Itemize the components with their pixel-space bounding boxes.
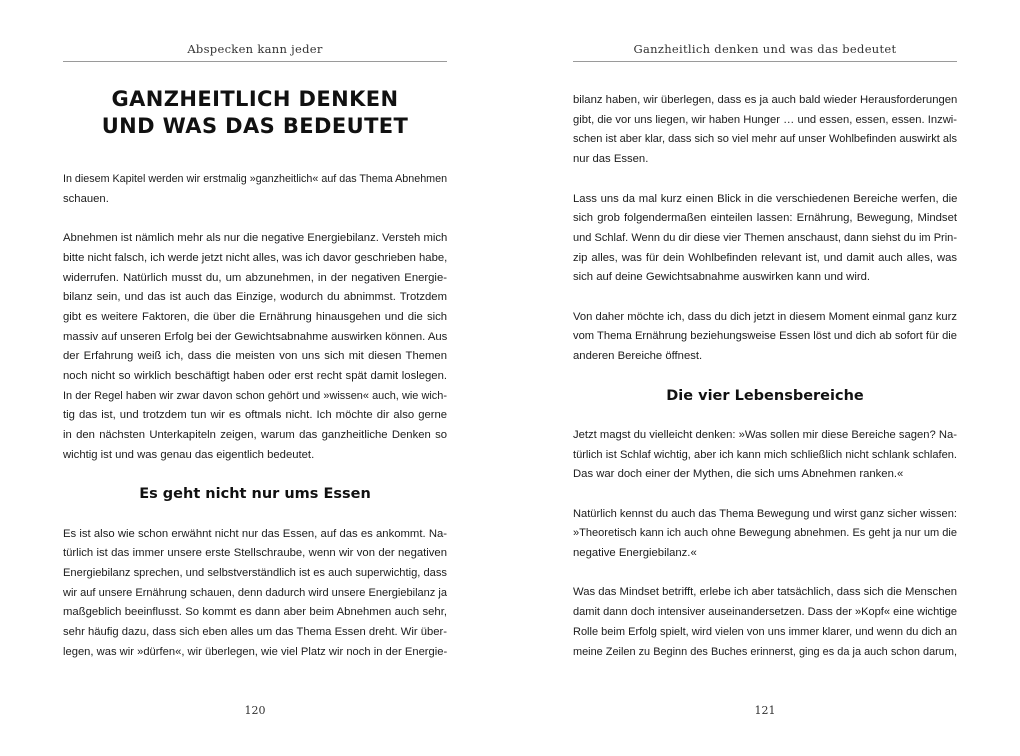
- text-line: maßgeblich beeinflusst. So kommt es dann aber beim Abnehmen auch sehr,: [63, 606, 447, 619]
- chapter-title-line: UND WAS DAS BEDEUTET: [101, 114, 409, 138]
- text-line: Energiebilanz sprechen, und selbstverständlich ist es auch superwichtig, dass: [63, 567, 447, 580]
- text-line: damit dann doch intensiver auseinandersetzen. Dass der »Kopf« eine wichtige: [573, 606, 957, 619]
- chapter-title-line: GANZHEITLICH DENKEN: [111, 87, 399, 111]
- text-line: bitte nicht falsch, ich werde jetzt nicht alles, was ich davor geschrieben habe,: [63, 251, 448, 264]
- text-line: türlich ist das immer unsere erste Stellschraube, wenn wir von der negativen: [63, 547, 447, 560]
- text-line: In diesem Kapitel werden wir erstmalig »ganzheitlich« auf das Thema Abnehmen: [63, 173, 448, 185]
- text-line: Es ist also wie schon erwähnt nicht nur das Essen, auf das es ankommt. Na-: [63, 527, 448, 540]
- text-line: bilanz haben, wir überlegen, dass es ja auch bald wieder Herausforderungen: [573, 94, 958, 106]
- paragraph: [573, 426, 957, 485]
- text-line: wichtig ist und was genau das eigentlich bedeutet.: [63, 448, 315, 461]
- right-page: [573, 0, 957, 756]
- text-line: tig das ist, und trotzdem tun wir es oftmals nicht. Ich möchte dir also gerne: [63, 409, 448, 422]
- text-line: legen, was wir »dürfen«, wir überlegen, wie viel Platz wir noch in der Energie-: [63, 645, 448, 658]
- text-line: schen ist aber klar, dass sich so viel mehr auf unser Wohlbefinden auswirkt als: [573, 133, 957, 146]
- text-line: bilanz sein, und das ist auch das Einzige, wodurch du abnimmst. Trotzdem: [63, 291, 447, 304]
- text-line: »Theoretisch kann ich auch ohne Bewegung abnehmen. Es geht ja nur um die: [573, 527, 957, 540]
- page-number-left: 120: [244, 704, 266, 717]
- running-head-left: Abspecken kann jeder: [187, 42, 323, 56]
- text-line: Natürlich kennst du auch das Thema Bewegung und wirst ganz sicher wissen:: [573, 507, 957, 520]
- text-line: sich auf deine Gewichtsabnahme auswirken kann und wird.: [573, 271, 871, 284]
- header-rule-left: [63, 61, 447, 62]
- text-line: zip alles, was für dein Wohlbefinden relevant ist, und damit auch alles, was: [573, 251, 958, 264]
- text-line: gibt, die vor uns liegen, wir haben Hunger … und essen, essen, essen. Inzwi-: [573, 113, 957, 126]
- text-line: In der Regel haben wir zwar davon schon gehört und »wissen« auch, wie wich-: [63, 389, 447, 402]
- text-line: massiv auf unseren Erfolg bei der Gewichtsabnahme auswirken können. Aus: [63, 330, 448, 343]
- text-line: in den nächsten Unterkapiteln zeigen, warum das ganzheitliche Denken so: [63, 429, 447, 442]
- text-line: anderen Bereiche öffnest.: [573, 350, 703, 363]
- text-line: Von daher möchte ich, dass du dich jetzt in diesem Moment einmal ganz kurz: [573, 310, 957, 323]
- text-line: Jetzt magst du vielleicht denken: »Was sollen mir diese Bereiche sagen? Na-: [573, 428, 957, 441]
- body-text-left: [63, 170, 447, 663]
- text-line: wir auf unsere Ernährung schauen, denn dadurch wird unsere Energiebilanz ja: [63, 586, 447, 599]
- text-line: nur das Essen.: [573, 153, 649, 166]
- text-line: schauen.: [63, 192, 109, 205]
- text-line: widerrufen. Natürlich musst du, um abzunehmen, in der negativen Energie-: [63, 271, 447, 284]
- paragraph: [63, 170, 447, 209]
- text-line: Lass uns da mal kurz einen Blick in die verschiedenen Bereiche werfen, die: [573, 192, 958, 205]
- left-page: [63, 0, 447, 756]
- paragraph: [573, 91, 957, 170]
- body-text-right: [573, 91, 957, 662]
- paragraph: [573, 583, 957, 662]
- page-number-right: 121: [754, 704, 776, 717]
- text-line: Rolle beim Erfolg spielt, wird vielen von uns immer klarer, und wenn du dich an: [573, 625, 957, 638]
- paragraph: [573, 308, 957, 367]
- text-line: Das war doch einer der Mythen, die sich ums Abnehmen ranken.«: [573, 468, 904, 481]
- chapter-title: [63, 86, 447, 140]
- subheading: Die vier Lebensbereiche: [666, 387, 864, 404]
- paragraph: [63, 525, 447, 663]
- text-line: meine Zeilen zu Beginn des Buches erinnerst, ging es da ja auch schon darum,: [573, 645, 957, 658]
- text-line: der Erfahrung weiß ich, dass die meisten von uns sich mit diesen Themen: [63, 350, 447, 363]
- paragraph: [573, 505, 957, 564]
- text-line: gibt es weitere Faktoren, die über die Ernährung hinausgehen und die sich: [63, 310, 448, 323]
- text-line: Abnehmen ist nämlich mehr als nur die negative Energiebilanz. Versteh mich: [63, 232, 448, 245]
- text-line: Was das Mindset betrifft, erlebe ich aber tatsächlich, dass sich die Menschen: [573, 586, 957, 599]
- text-line: negative Energiebilanz.«: [573, 547, 697, 560]
- text-line: noch nicht so wirklich beschäftigt haben oder erst recht spät damit loslegen.: [63, 370, 447, 383]
- subheading: Es geht nicht nur ums Essen: [139, 486, 371, 503]
- text-line: sehr häufig dazu, dass sich eben alles um das Thema Essen dreht. Wir über-: [63, 626, 447, 639]
- header-rule-right: [573, 61, 957, 62]
- text-line: türlich ist Schlaf wichtig, aber ich kann mich schließlich nicht schlank schlafen.: [573, 448, 957, 461]
- text-line: vom Thema Ernährung beziehungsweise Essen löst und dich ab sofort für die: [573, 330, 957, 343]
- text-line: und Schlaf. Wenn du dir diese vier Themen anschaust, dann siehst du im Prin-: [573, 231, 957, 244]
- paragraph: [63, 229, 447, 465]
- text-line: sich grob folgendermaßen einteilen lassen: Ernährung, Bewegung, Mindset: [573, 212, 957, 225]
- paragraph: [573, 190, 957, 289]
- running-head-right: Ganzheitlich denken und was das bedeutet: [633, 42, 897, 56]
